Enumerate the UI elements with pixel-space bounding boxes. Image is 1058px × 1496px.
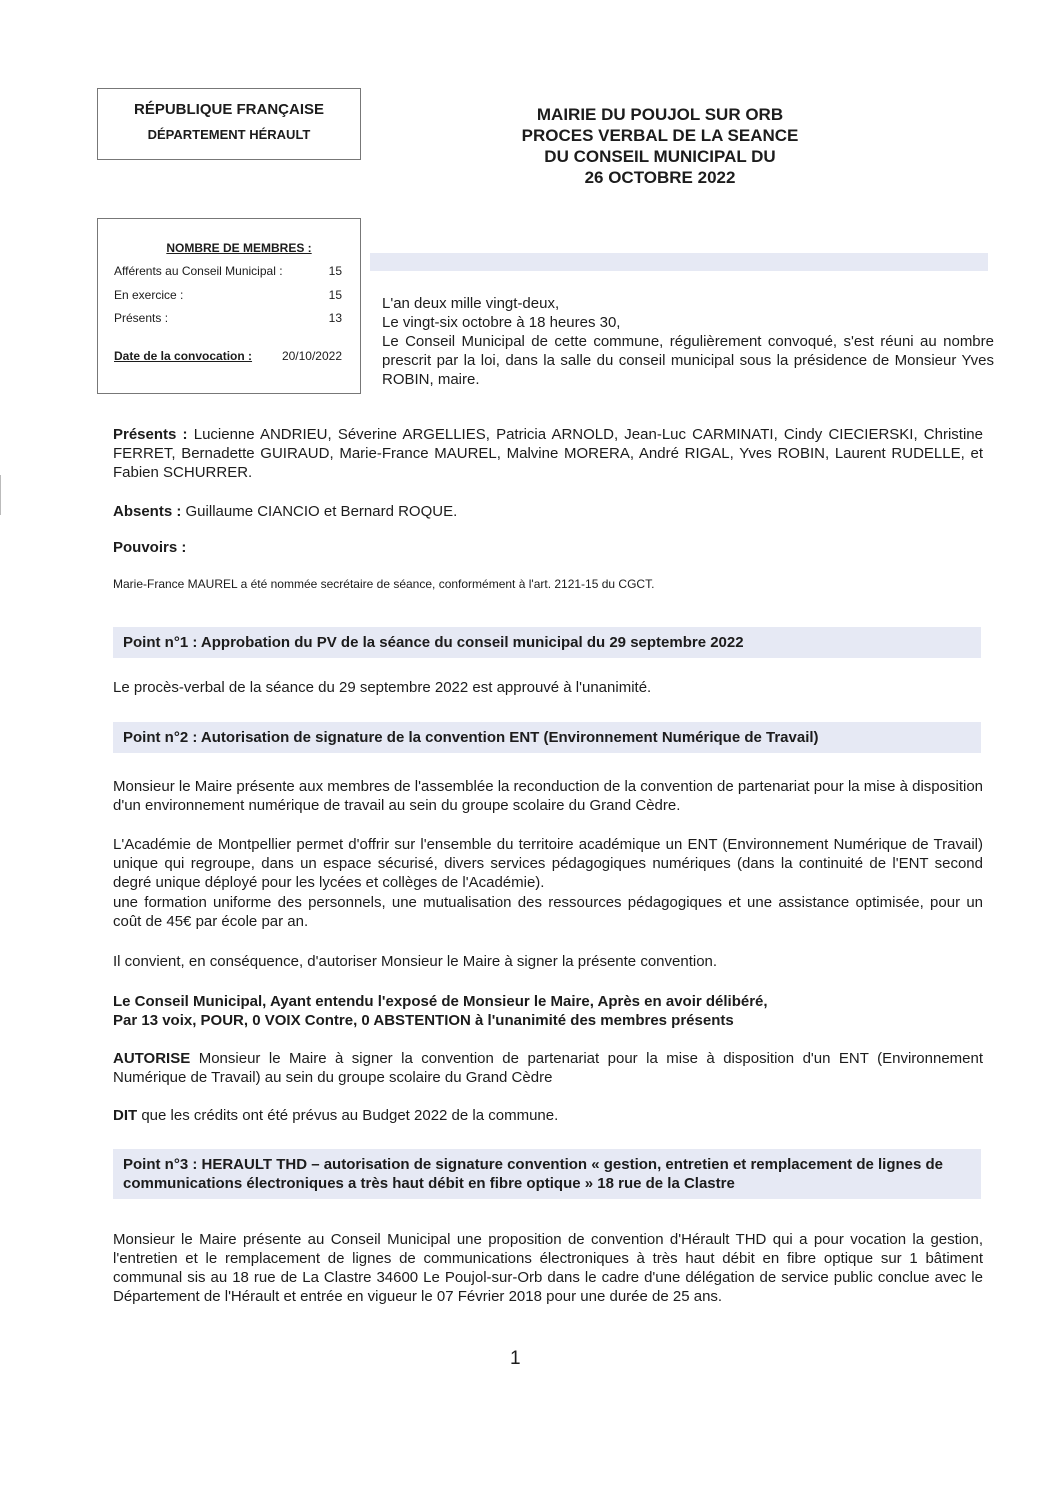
- members-row-label: Afférents au Conseil Municipal :: [114, 264, 283, 278]
- pouvoirs-label: Pouvoirs :: [113, 539, 187, 556]
- autorise-label: AUTORISE: [113, 1050, 191, 1067]
- point3-paragraph-1: Monsieur le Maire présente au Conseil Municipal une proposition de convention d'Hérault THD qui a pour vocation la gestion, l'entretien et le remplacement de lignes de communications électroniques à très haut débit en fibre optique sur 1 bâtiment communal sis au 18 rue de La Clastre 34600 Le Poujol-sur-Orb dans le cadre d'une délégation de service public conclue avec le Département de l'Hérault et entrée en vigueur le 07 Février 2018 pour une durée de 25 ans.: [113, 1231, 983, 1305]
- absents-label: Absents :: [113, 503, 182, 520]
- title-line-2: PROCES VERBAL DE LA SEANCE: [521, 126, 799, 145]
- autorise-paragraph: [113, 1049, 983, 1087]
- convocation-label: Date de la convocation :: [114, 349, 253, 363]
- members-row-label: En exercice :: [114, 288, 184, 302]
- members-heading: NOMBRE DE MEMBRES :: [166, 241, 312, 255]
- shaded-bar: [370, 253, 988, 271]
- dit-label: DIT: [113, 1107, 138, 1124]
- members-row: [114, 311, 342, 325]
- absents-text: Guillaume CIANCIO et Bernard ROQUE.: [185, 503, 458, 520]
- point2-paragraph-3: une formation uniforme des personnels, une mutualisation des ressources pédagogiques et une assistance optimisée, pour un coût de 45€ par école par an.: [113, 894, 983, 930]
- presents-paragraph: [113, 425, 983, 482]
- republic-box: [97, 88, 361, 160]
- page-number: 1: [510, 1348, 521, 1369]
- autorise-text: Monsieur le Maire à signer la convention de partenariat pour la mise à disposition d'un ENT (Environnement Numérique de Travail) au sein du groupe scolaire du Grand Cèdre: [113, 1050, 984, 1086]
- department-label: DÉPARTEMENT HÉRAULT: [147, 127, 311, 142]
- presents-text: Lucienne ANDRIEU, Séverine ARGELLIES, Patricia ARNOLD, Jean-Luc CARMINATI, Cindy CIECIERSKI, Christine FERRET, Bernadette GUIRAUD, Marie-France MAUREL, Malvine MORERA, André RIGAL, Yves ROBIN, Laurent RUDELLE, et Fabien SCHURRER.: [113, 426, 983, 481]
- intro-line-2: Le vingt-six octobre à 18 heures 30,: [382, 314, 621, 331]
- secretary-text: Marie-France MAUREL a été nommée secrétaire de séance, conformément à l'art. 2121-15 du CGCT.: [113, 577, 655, 591]
- point3-heading: Point n°3 : HERAULT THD – autorisation de signature convention « gestion, entretien et remplacement de lignes de communications électroniques a très haut débit en fibre optique » 18 rue de la Clastre: [113, 1149, 981, 1199]
- members-row-value: 15: [328, 288, 342, 302]
- title-line-4: 26 OCTOBRE 2022: [584, 168, 736, 187]
- title-line-3: DU CONSEIL MUNICIPAL DU: [544, 147, 776, 166]
- point1-text: Le procès-verbal de la séance du 29 septembre 2022 est approuvé à l'unanimité.: [113, 679, 652, 696]
- dit-paragraph: [113, 1106, 983, 1125]
- scan-edge-mark: [0, 475, 1, 515]
- convocation-date: 20/10/2022: [281, 349, 342, 363]
- members-row: [114, 264, 342, 278]
- members-row-value: 15: [328, 264, 342, 278]
- point2-paragraph-4: Il convient, en conséquence, d'autoriser Monsieur le Maire à signer la présente convention.: [113, 953, 718, 970]
- title-line-1: MAIRIE DU POUJOL SUR ORB: [536, 105, 784, 124]
- members-box: [97, 218, 361, 394]
- absents-paragraph: [113, 502, 983, 521]
- intro-paragraph: [382, 294, 994, 389]
- point2-paragraph-1: Monsieur le Maire présente aux membres de l'assemblée la reconduction de la convention de partenariat pour la mise à disposition d'un environnement numérique de travail au sein du groupe scolaire du Grand Cèdre.: [113, 778, 984, 814]
- members-row: [114, 288, 342, 302]
- point2-heading: Point n°2 : Autorisation de signature de la convention ENT (Environnement Numérique de Travail): [113, 722, 981, 753]
- point2-paragraph-2: L'Académie de Montpellier permet d'offrir sur l'ensemble du territoire académique un ENT (Environnement Numérique de Travail) unique qui regroupe, dans un espace sécurisé, divers services pédagogiques numériques (dans la continuité de l'ENT second degré unique déployé pour les lycées et collèges de l'Académie).: [113, 836, 983, 891]
- dit-text: que les crédits ont été prévus au Budget 2022 de la commune.: [141, 1107, 559, 1124]
- presents-label: Présents :: [113, 426, 188, 443]
- point1-heading: Point n°1 : Approbation du PV de la séance du conseil municipal du 29 septembre 2022: [113, 627, 981, 658]
- members-row-label: Présents :: [114, 311, 169, 325]
- point2-decision: [113, 992, 983, 1030]
- intro-line-3: Le Conseil Municipal de cette commune, régulièrement convoqué, s'est réuni au nombre prescrit par la loi, dans la salle du conseil municipal sous la présidence de Monsieur Yves ROBIN, maire.: [382, 333, 994, 388]
- decision-line-2: Par 13 voix, POUR, 0 VOIX Contre, 0 ABSTENTION à l'unanimité des membres présents: [113, 1012, 734, 1029]
- republic-label: RÉPUBLIQUE FRANÇAISE: [133, 101, 324, 118]
- intro-line-1: L'an deux mille vingt-deux,: [382, 295, 560, 312]
- members-row-value: 13: [328, 311, 342, 325]
- page-title: [400, 104, 920, 188]
- convocation-row: [114, 349, 342, 363]
- decision-line-1: Le Conseil Municipal, Ayant entendu l'exposé de Monsieur le Maire, Après en avoir délibéré,: [113, 993, 768, 1010]
